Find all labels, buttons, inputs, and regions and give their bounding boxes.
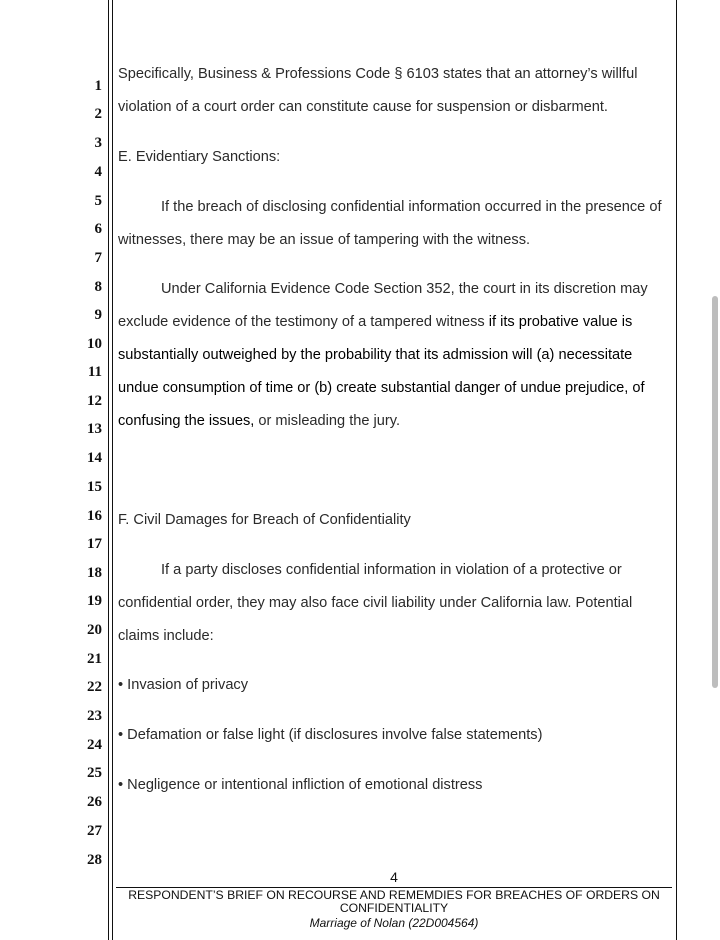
vertical-scrollbar[interactable] <box>708 0 720 940</box>
line-number: 15 <box>87 479 102 495</box>
evidence-352-text-end: or misleading the jury. <box>254 413 401 429</box>
line-number: 5 <box>94 193 102 209</box>
line-number: 3 <box>94 135 102 151</box>
paragraph-civil-liability: If a party discloses confidential information in violation of a protective or confidential order, they may also face civil liability under California law. Potential claims include: <box>118 562 633 644</box>
evidence-352-text: Under California Evidence Code Section 352, the court in its discretion may exclude evidence of the testimony of a tampered witness <box>118 281 648 330</box>
page-number: 4 <box>390 869 398 885</box>
line-number: 26 <box>87 794 102 810</box>
line-number: 17 <box>87 536 102 552</box>
scrollbar-thumb[interactable] <box>712 296 718 688</box>
footer-document-title: RESPONDENT’S BRIEF ON RECOURSE AND REMEMDIES FOR BREACHES OF ORDERS ON CONFIDENTIALITY <box>128 888 660 915</box>
paragraph-evidence-code-352 <box>118 273 673 438</box>
right-margin-line <box>676 0 677 940</box>
paragraph-bpc-6103: Specifically, Business & Professions Code § 6103 states that an attorney’s willful violation of a court order can constitute cause for suspension or disbarment. <box>118 66 638 115</box>
line-number: 19 <box>87 593 102 609</box>
left-margin-line-outer <box>108 0 109 940</box>
line-number: 13 <box>87 421 102 437</box>
bullet-negligence: • Negligence or intentional infliction of emotional distress <box>118 777 483 793</box>
line-number: 28 <box>87 852 102 868</box>
line-number: 22 <box>87 679 102 695</box>
line-number: 8 <box>94 279 102 295</box>
line-number: 1 <box>94 78 102 94</box>
line-number: 18 <box>87 565 102 581</box>
line-number: 11 <box>87 364 102 380</box>
line-number: 24 <box>87 737 102 753</box>
line-number: 6 <box>94 221 102 237</box>
line-number: 7 <box>94 250 102 266</box>
evidence-352-quoted-text: if its probative value is substantially outweighed by the probability that its admission will (a) necessitate undue consumption of time or (b) create substantial danger of undue prejudice, of confusing the issues, <box>118 314 645 429</box>
heading-evidentiary-sanctions: E. Evidentiary Sanctions: <box>118 149 281 165</box>
line-number: 23 <box>87 708 102 724</box>
footer-case-caption: Marriage of Nolan (22D004564) <box>309 916 479 930</box>
line-number: 14 <box>87 450 102 466</box>
line-number: 9 <box>94 307 102 323</box>
paragraph-witness-tampering: If the breach of disclosing confidential information occurred in the presence of witnesses, there may be an issue of tampering with the witness. <box>118 199 662 248</box>
line-number: 12 <box>87 393 102 409</box>
bullet-invasion-of-privacy: • Invasion of privacy <box>118 677 249 693</box>
line-number: 2 <box>94 106 102 122</box>
line-number: 20 <box>87 622 102 638</box>
line-number: 4 <box>94 164 102 180</box>
line-number: 21 <box>87 651 102 667</box>
line-number: 25 <box>87 765 102 781</box>
heading-civil-damages: F. Civil Damages for Breach of Confidentiality <box>118 512 411 528</box>
line-number: 27 <box>87 823 102 839</box>
left-margin-line-inner <box>112 0 113 940</box>
bullet-defamation: • Defamation or false light (if disclosures involve false statements) <box>118 727 543 743</box>
line-number: 16 <box>87 508 102 524</box>
line-number: 10 <box>87 336 102 352</box>
